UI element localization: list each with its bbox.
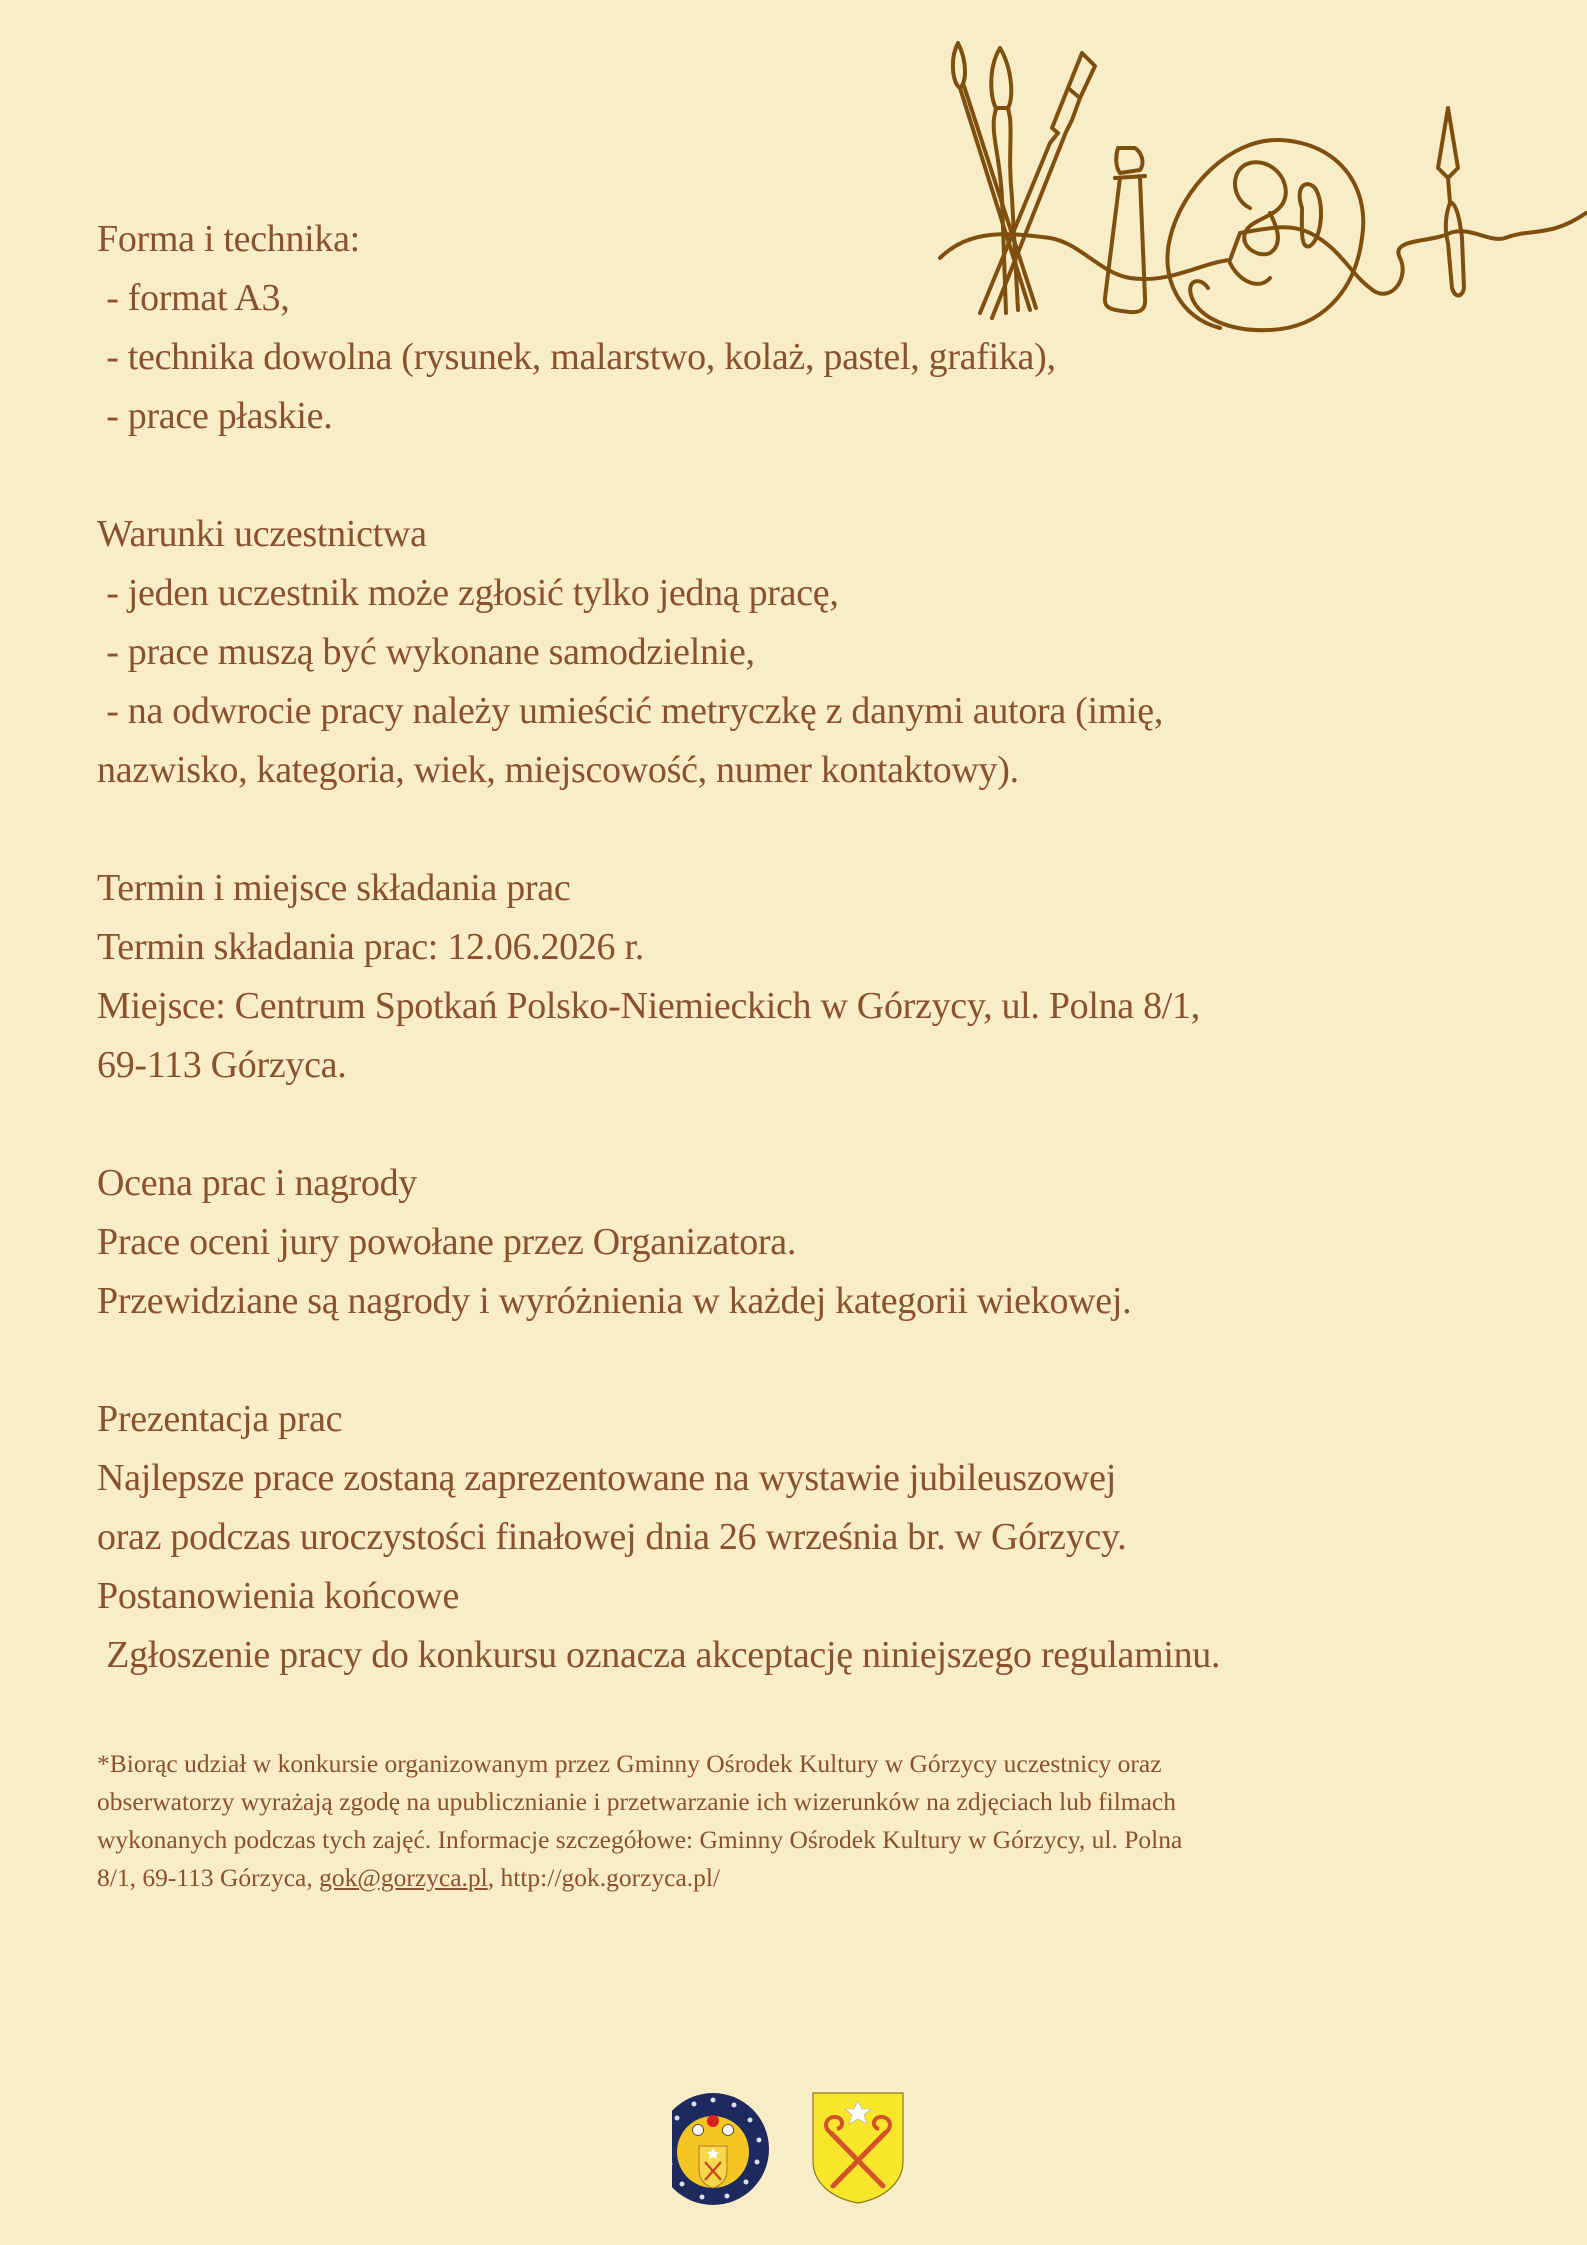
palette-knife bbox=[1438, 108, 1464, 296]
form-item: - format A3, bbox=[97, 277, 290, 319]
conditions-item: - prace muszą być wykonane samodzielnie, bbox=[97, 631, 755, 673]
footnote-line: *Biorąc udział w konkursie organizowanym przez Gminny Ośrodek Kultury w Górzycy uczestnicy oraz bbox=[97, 1749, 1162, 1778]
spacer bbox=[97, 1095, 1427, 1154]
regulations-content bbox=[97, 210, 1427, 1685]
spacer bbox=[97, 1331, 1427, 1390]
section-heading-deadline: Termin i miejsce składania prac bbox=[97, 867, 571, 909]
footnote-address: 8/1, 69-113 Górzyca, bbox=[97, 1863, 320, 1892]
deadline-line: 69-113 Górzyca. bbox=[97, 1044, 347, 1086]
spacer bbox=[97, 446, 1427, 505]
section-heading-presentation: Prezentacja prac bbox=[97, 1398, 343, 1440]
presentation-line: oraz podczas uroczystości finałowej dnia 26 września br. w Górzycy. bbox=[97, 1516, 1127, 1558]
conditions-item: - jeden uczestnik może zgłosić tylko jedną pracę, bbox=[97, 572, 839, 614]
evaluation-line: Prace oceni jury powołane przez Organizatora. bbox=[97, 1221, 797, 1263]
section-heading-form: Forma i technika: bbox=[97, 218, 360, 260]
footnote-line bbox=[97, 1859, 1447, 1897]
final-provisions-line: Zgłoszenie pracy do konkursu oznacza akceptację niniejszego regulaminu. bbox=[97, 1634, 1221, 1676]
footnote-line: obserwatorzy wyrażają zgodę na upublicznianie i przetwarzanie ich wizerunków na zdjęciach lub filmach bbox=[97, 1787, 1176, 1816]
spacer bbox=[97, 800, 1427, 859]
conditions-item: - na odwrocie pracy należy umieścić metryczkę z danymi autora (imię, bbox=[97, 690, 1164, 732]
deadline-line: Miejsce: Centrum Spotkań Polsko-Niemieckich w Górzycy, ul. Polna 8/1, bbox=[97, 985, 1200, 1027]
section-heading-conditions: Warunki uczestnictwa bbox=[97, 513, 427, 555]
sports-club-emblem-icon bbox=[672, 2091, 771, 2207]
website-link[interactable]: http://gok.gorzyca.pl/ bbox=[500, 1863, 721, 1892]
footnote-line: wykonanych podczas tych zajęć. Informacje szczegółowe: Gminny Ośrodek Kultury w Górzycy, ul. Polna bbox=[97, 1825, 1183, 1854]
evaluation-line: Przewidziane są nagrody i wyróżnienia w każdej kategorii wiekowej. bbox=[97, 1280, 1132, 1322]
conditions-item: nazwisko, kategoria, wiek, miejscowość, numer kontaktowy). bbox=[97, 749, 1019, 791]
footnote-separator: , bbox=[487, 1863, 501, 1892]
deadline-line: Termin składania prac: 12.06.2026 r. bbox=[97, 926, 644, 968]
footnote bbox=[97, 1745, 1447, 1897]
section-heading-evaluation: Ocena prac i nagrody bbox=[97, 1162, 418, 1204]
gorzyca-coat-of-arms-icon bbox=[813, 2093, 903, 2203]
email-link[interactable]: gok@gorzyca.pl bbox=[319, 1863, 488, 1892]
section-heading-final-provisions: Postanowienia końcowe bbox=[97, 1575, 460, 1617]
form-item: - prace płaskie. bbox=[97, 395, 333, 437]
form-item: - technika dowolna (rysunek, malarstwo, kolaż, pastel, grafika), bbox=[97, 336, 1056, 378]
logos bbox=[672, 2090, 912, 2210]
presentation-line: Najlepsze prace zostaną zaprezentowane na wystawie jubileuszowej bbox=[97, 1457, 1116, 1499]
